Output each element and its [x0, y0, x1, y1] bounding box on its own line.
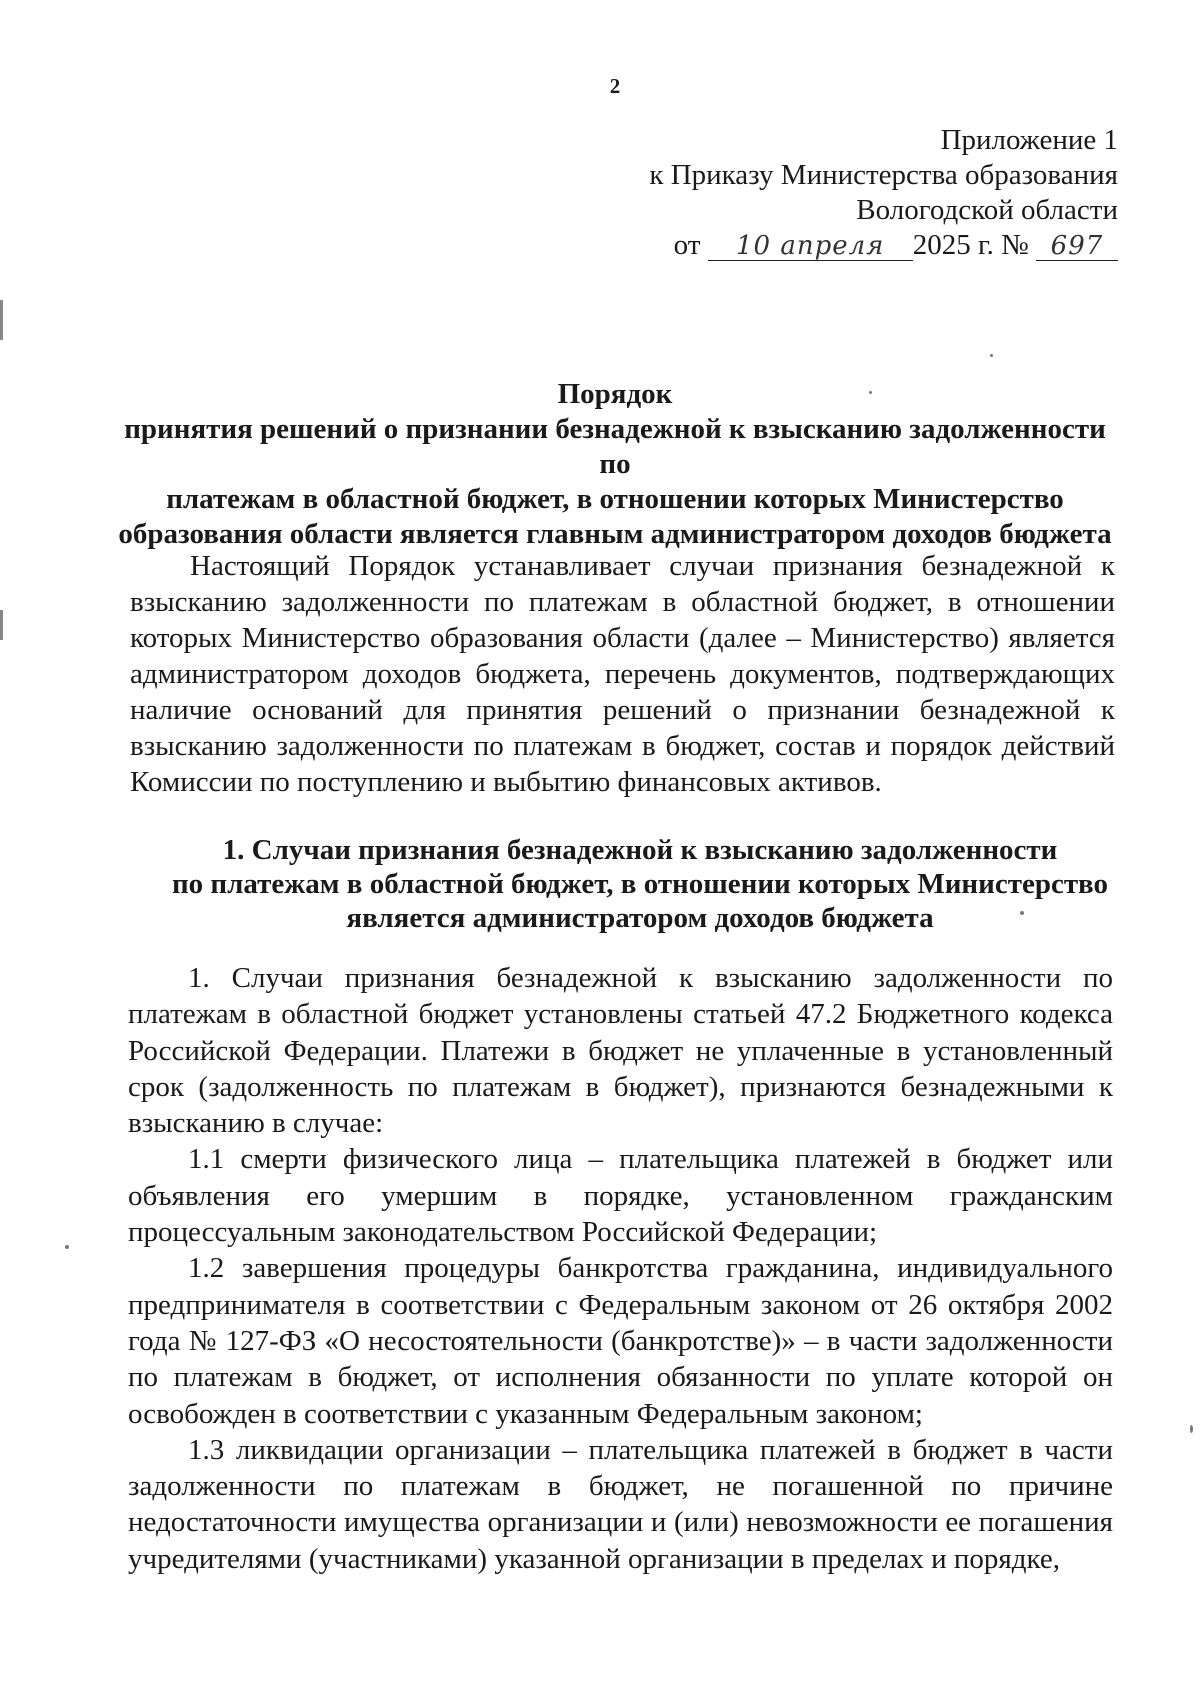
scan-speck: [990, 354, 993, 357]
paragraph-1-3: 1.3 ликвидации организации – плательщика платежей в бюджет в части задолженности по платежам в бюджет, не погашенной по причине недостаточности имущества организации и (или) невозможности ее погашения учредителями (участниками) указанной организации в пределах и порядке,: [128, 1433, 1113, 1575]
document-title: [115, 377, 1115, 552]
paragraph-1: 1. Случаи признания безнадежной к взысканию задолженности по платежам в областной бюджет установлены статьей 47.2 Бюджетного кодекса Российской Федерации. Платежи в бюджет не уплаченные в установленный срок (задолженность по платежам в бюджет), признаются безнадежными к взысканию в случае:: [128, 962, 1113, 1140]
appendix-region: Вологодской области: [856, 194, 1118, 226]
appendix-header: [649, 123, 1118, 263]
section-heading-line: по платежам в областной бюджет, в отношении которых Министерство: [171, 868, 1109, 900]
section-heading-line: является администратором доходов бюджета: [346, 902, 934, 934]
intro-paragraph: Настоящий Порядок устанавливает случаи признания безнадежной к взысканию задолженности по платежам в областной бюджет, в отношении которых Министерство образования области (далее – Министерство) является администратором доходов бюджета, перечень документов, подтверждающих наличие оснований для принятия решений о признании безнадежной к взысканию задолженности по платежам в бюджет, состав и порядок действий Комиссии по поступлению и выбытию финансовых активов.: [130, 550, 1115, 798]
title-line: принятия решений о признании безнадежной к взысканию задолженности по: [124, 413, 1106, 480]
year-label: 2025 г. №: [912, 229, 1029, 261]
title-line: платежам в областной бюджет, в отношении которых Министерство: [166, 483, 1064, 515]
paragraph-1-2: 1.2 завершения процедуры банкротства гражданина, индивидуального предпринимателя в соответствии с Федеральным законом от 26 октября 2002 года № 127-ФЗ «О несостоятельности (банкротстве)» – в части задолженности по платежам в бюджет, от исполнения обязанности по уплате которой он освобожден в соответствии с указанным Федеральным законом;: [128, 1252, 1113, 1430]
scan-speck: [65, 1245, 69, 1249]
title-heading: Порядок: [557, 378, 673, 410]
paragraph-1-1: 1.1 смерти физического лица – плательщика платежей в бюджет или объявления его умершим в порядке, установленном гражданским процессуальным законодательством Российской Федерации;: [128, 1143, 1113, 1249]
scan-edge-artifact: [0, 300, 3, 340]
handwritten-number: 697: [1036, 232, 1118, 261]
scan-edge-artifact: [0, 610, 3, 640]
date-prefix: от: [673, 229, 701, 261]
section-1-body: [128, 960, 1113, 1577]
scan-speck: [1190, 1425, 1193, 1433]
section-1-heading: [150, 833, 1130, 935]
handwritten-date: 10 апреля: [708, 232, 913, 261]
appendix-date-line: [649, 228, 1118, 263]
appendix-order-ref: к Приказу Министерства образования: [649, 159, 1118, 191]
title-line: образования области является главным администратором доходов бюджета: [118, 518, 1112, 550]
appendix-number: Приложение 1: [940, 124, 1118, 156]
page-number: 2: [609, 74, 621, 98]
section-heading-line: 1. Случаи признания безнадежной к взысканию задолженности: [222, 834, 1058, 866]
